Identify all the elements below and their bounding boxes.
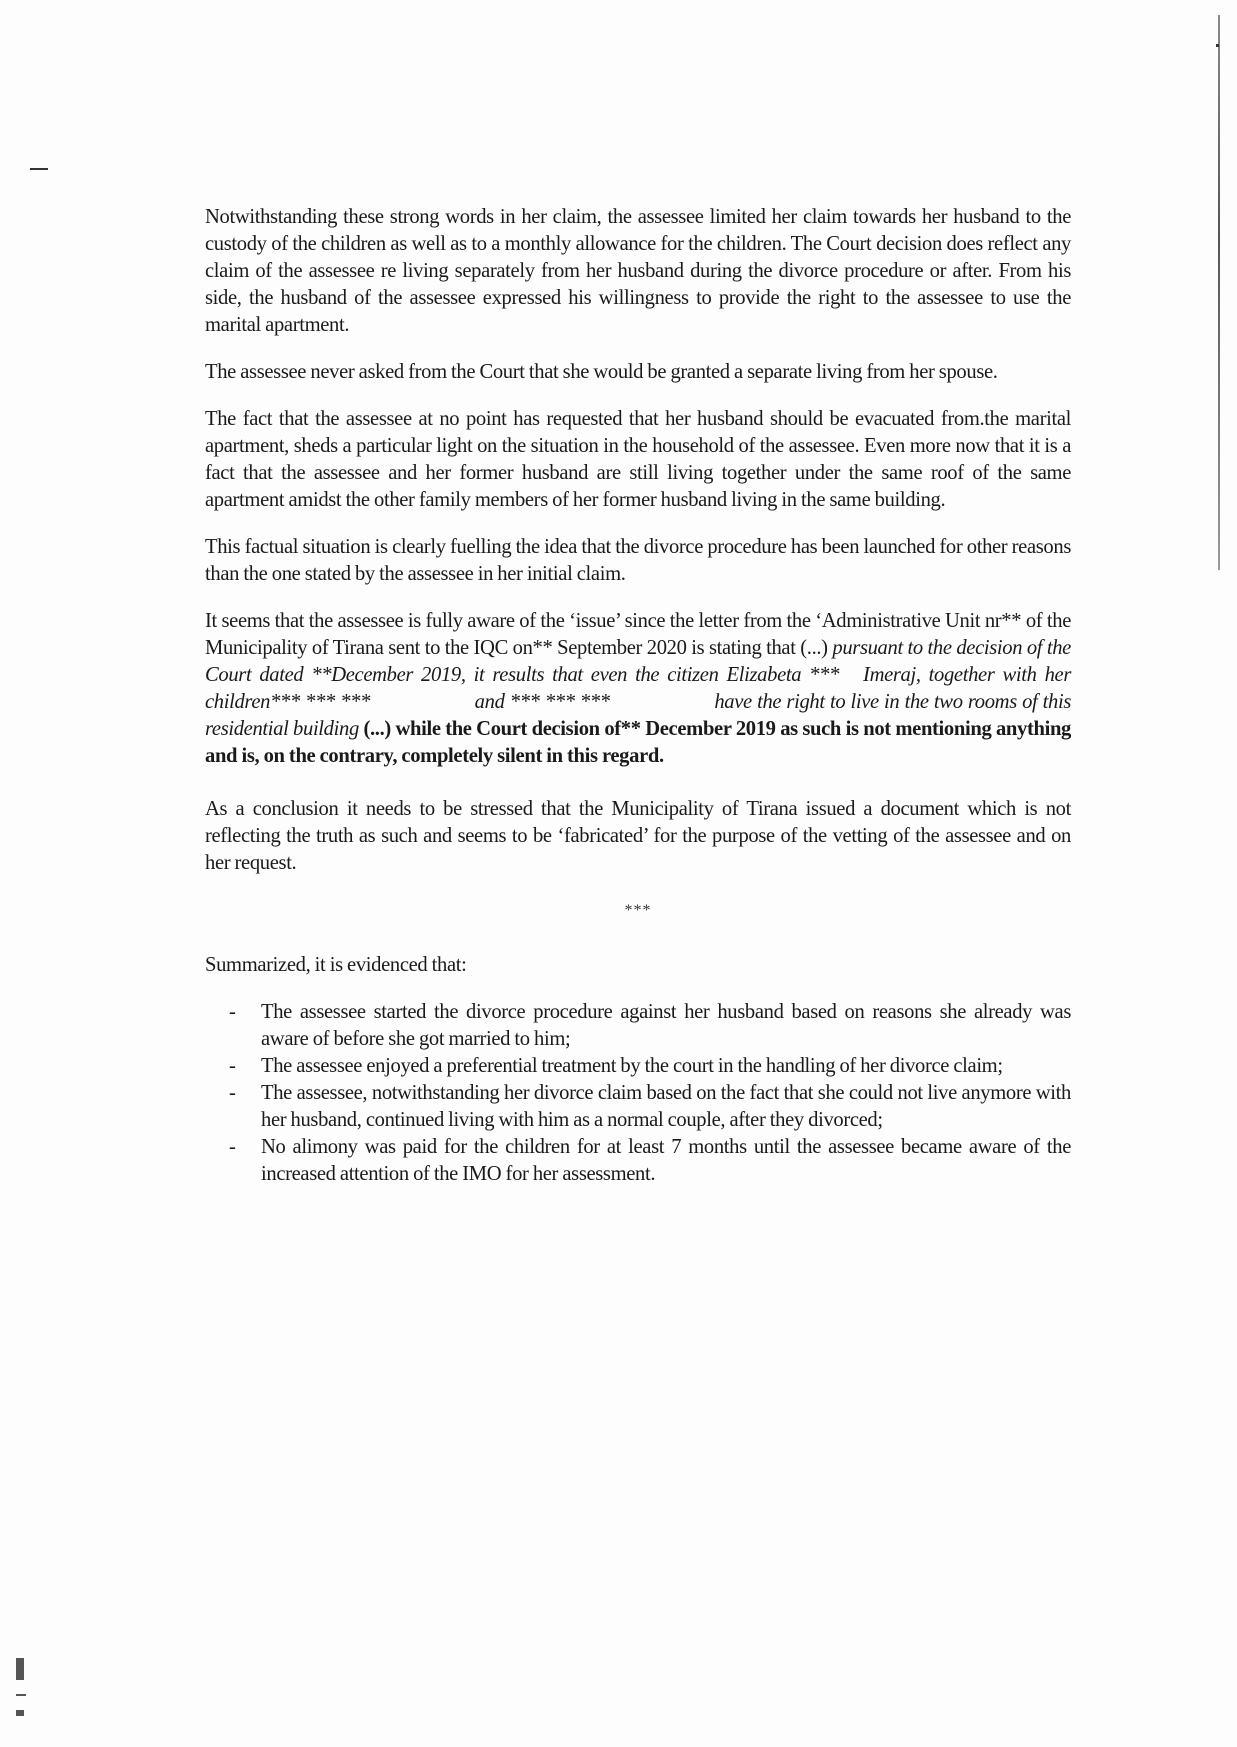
paragraph-custody-claim: Notwithstanding these strong words in her claim, the assessee limited her claim towards her husband to the custody of the children as well as to a monthly allowance for the children. The Court decision does reflect any claim of the assessee re living separately from her husband during the divorce procedure or after. From his side, the husband of the assessee expressed his willingness to provide the right to the assessee to use the marital apartment. bbox=[205, 206, 1071, 336]
summary-item-text: The assessee, notwithstanding her divorce claim based on the fact that she could not live anymore with her husband, continued living with him as a normal couple, after they divorced; bbox=[261, 1082, 1071, 1131]
margin-scan-marks bbox=[16, 1658, 30, 1730]
letter-quoted-text: pursuant to the decision of the Court dated **December 2019, it results that even the citizen Elizabeta *** Imeraj, together with her children*** *** *** and *** *** *** have the right to live in the two rooms of this residential building bbox=[205, 637, 1076, 740]
summary-item bbox=[229, 1053, 1071, 1080]
bullet-dash: - bbox=[229, 1001, 236, 1023]
summary-item bbox=[229, 1134, 1071, 1188]
summary-item bbox=[229, 1080, 1071, 1134]
summary-item-text: The assessee enjoyed a preferential treatment by the court in the handling of her divorce claim; bbox=[261, 1055, 1003, 1077]
scan-speck bbox=[16, 1658, 24, 1680]
summary-item-text: No alimony was paid for the children for at least 7 months until the assessee became aware of the increased attention of the IMO for her assessment. bbox=[261, 1136, 1071, 1185]
scan-edge-line bbox=[1218, 15, 1220, 570]
summary-intro: Summarized, it is evidenced that: bbox=[205, 954, 467, 976]
paragraph-separate-living: The assessee never asked from the Court that she would be granted a separate living from her spouse. bbox=[205, 361, 998, 383]
document-body bbox=[205, 204, 1076, 1188]
section-separator: *** bbox=[624, 902, 652, 919]
scan-speck bbox=[30, 168, 48, 170]
letter-plain-text: It seems that the assessee is fully aware of the ‘issue’ since the letter from the ‘Administrative Unit nr** of the Municipality of Tirana sent to the IQC on** September 2020 is stating that (...) bbox=[205, 610, 1071, 659]
paragraph-factual-situation: This factual situation is clearly fuelling the idea that the divorce procedure has been launched for other reasons than the one stated by the assessee in her initial claim. bbox=[205, 536, 1071, 585]
summary-item bbox=[229, 999, 1071, 1053]
scan-speck bbox=[16, 1694, 26, 1696]
scan-speck bbox=[16, 1710, 24, 1716]
summary-list bbox=[205, 999, 1071, 1188]
paragraph-conclusion: As a conclusion it needs to be stressed that the Municipality of Tirana issued a document which is not reflecting the truth as such and seems to be ‘fabricated’ for the purpose of the vetting of the assessee and on her request. bbox=[205, 798, 1071, 874]
letter-emphasis-text: (...) while the Court decision of** December 2019 as such is not mentioning anything and is, on the contrary, completely silent in this regard. bbox=[205, 718, 1071, 767]
bullet-dash: - bbox=[229, 1082, 236, 1104]
scan-speck bbox=[1216, 44, 1219, 47]
summary-item-text: The assessee started the divorce procedure against her husband based on reasons she already was aware of before she got married to him; bbox=[261, 1001, 1071, 1050]
bullet-dash: - bbox=[229, 1136, 236, 1158]
paragraph-municipality-letter bbox=[205, 608, 1076, 770]
bullet-dash: - bbox=[229, 1055, 236, 1077]
paragraph-marital-apartment: The fact that the assessee at no point has requested that her husband should be evacuated from.the marital apartment, sheds a particular light on the situation in the household of the assessee. Even more now that it is a fact that the assessee and her former husband are still living together under the same roof of the same apartment amidst the other family members of her former husband living in the same building. bbox=[205, 408, 1071, 511]
